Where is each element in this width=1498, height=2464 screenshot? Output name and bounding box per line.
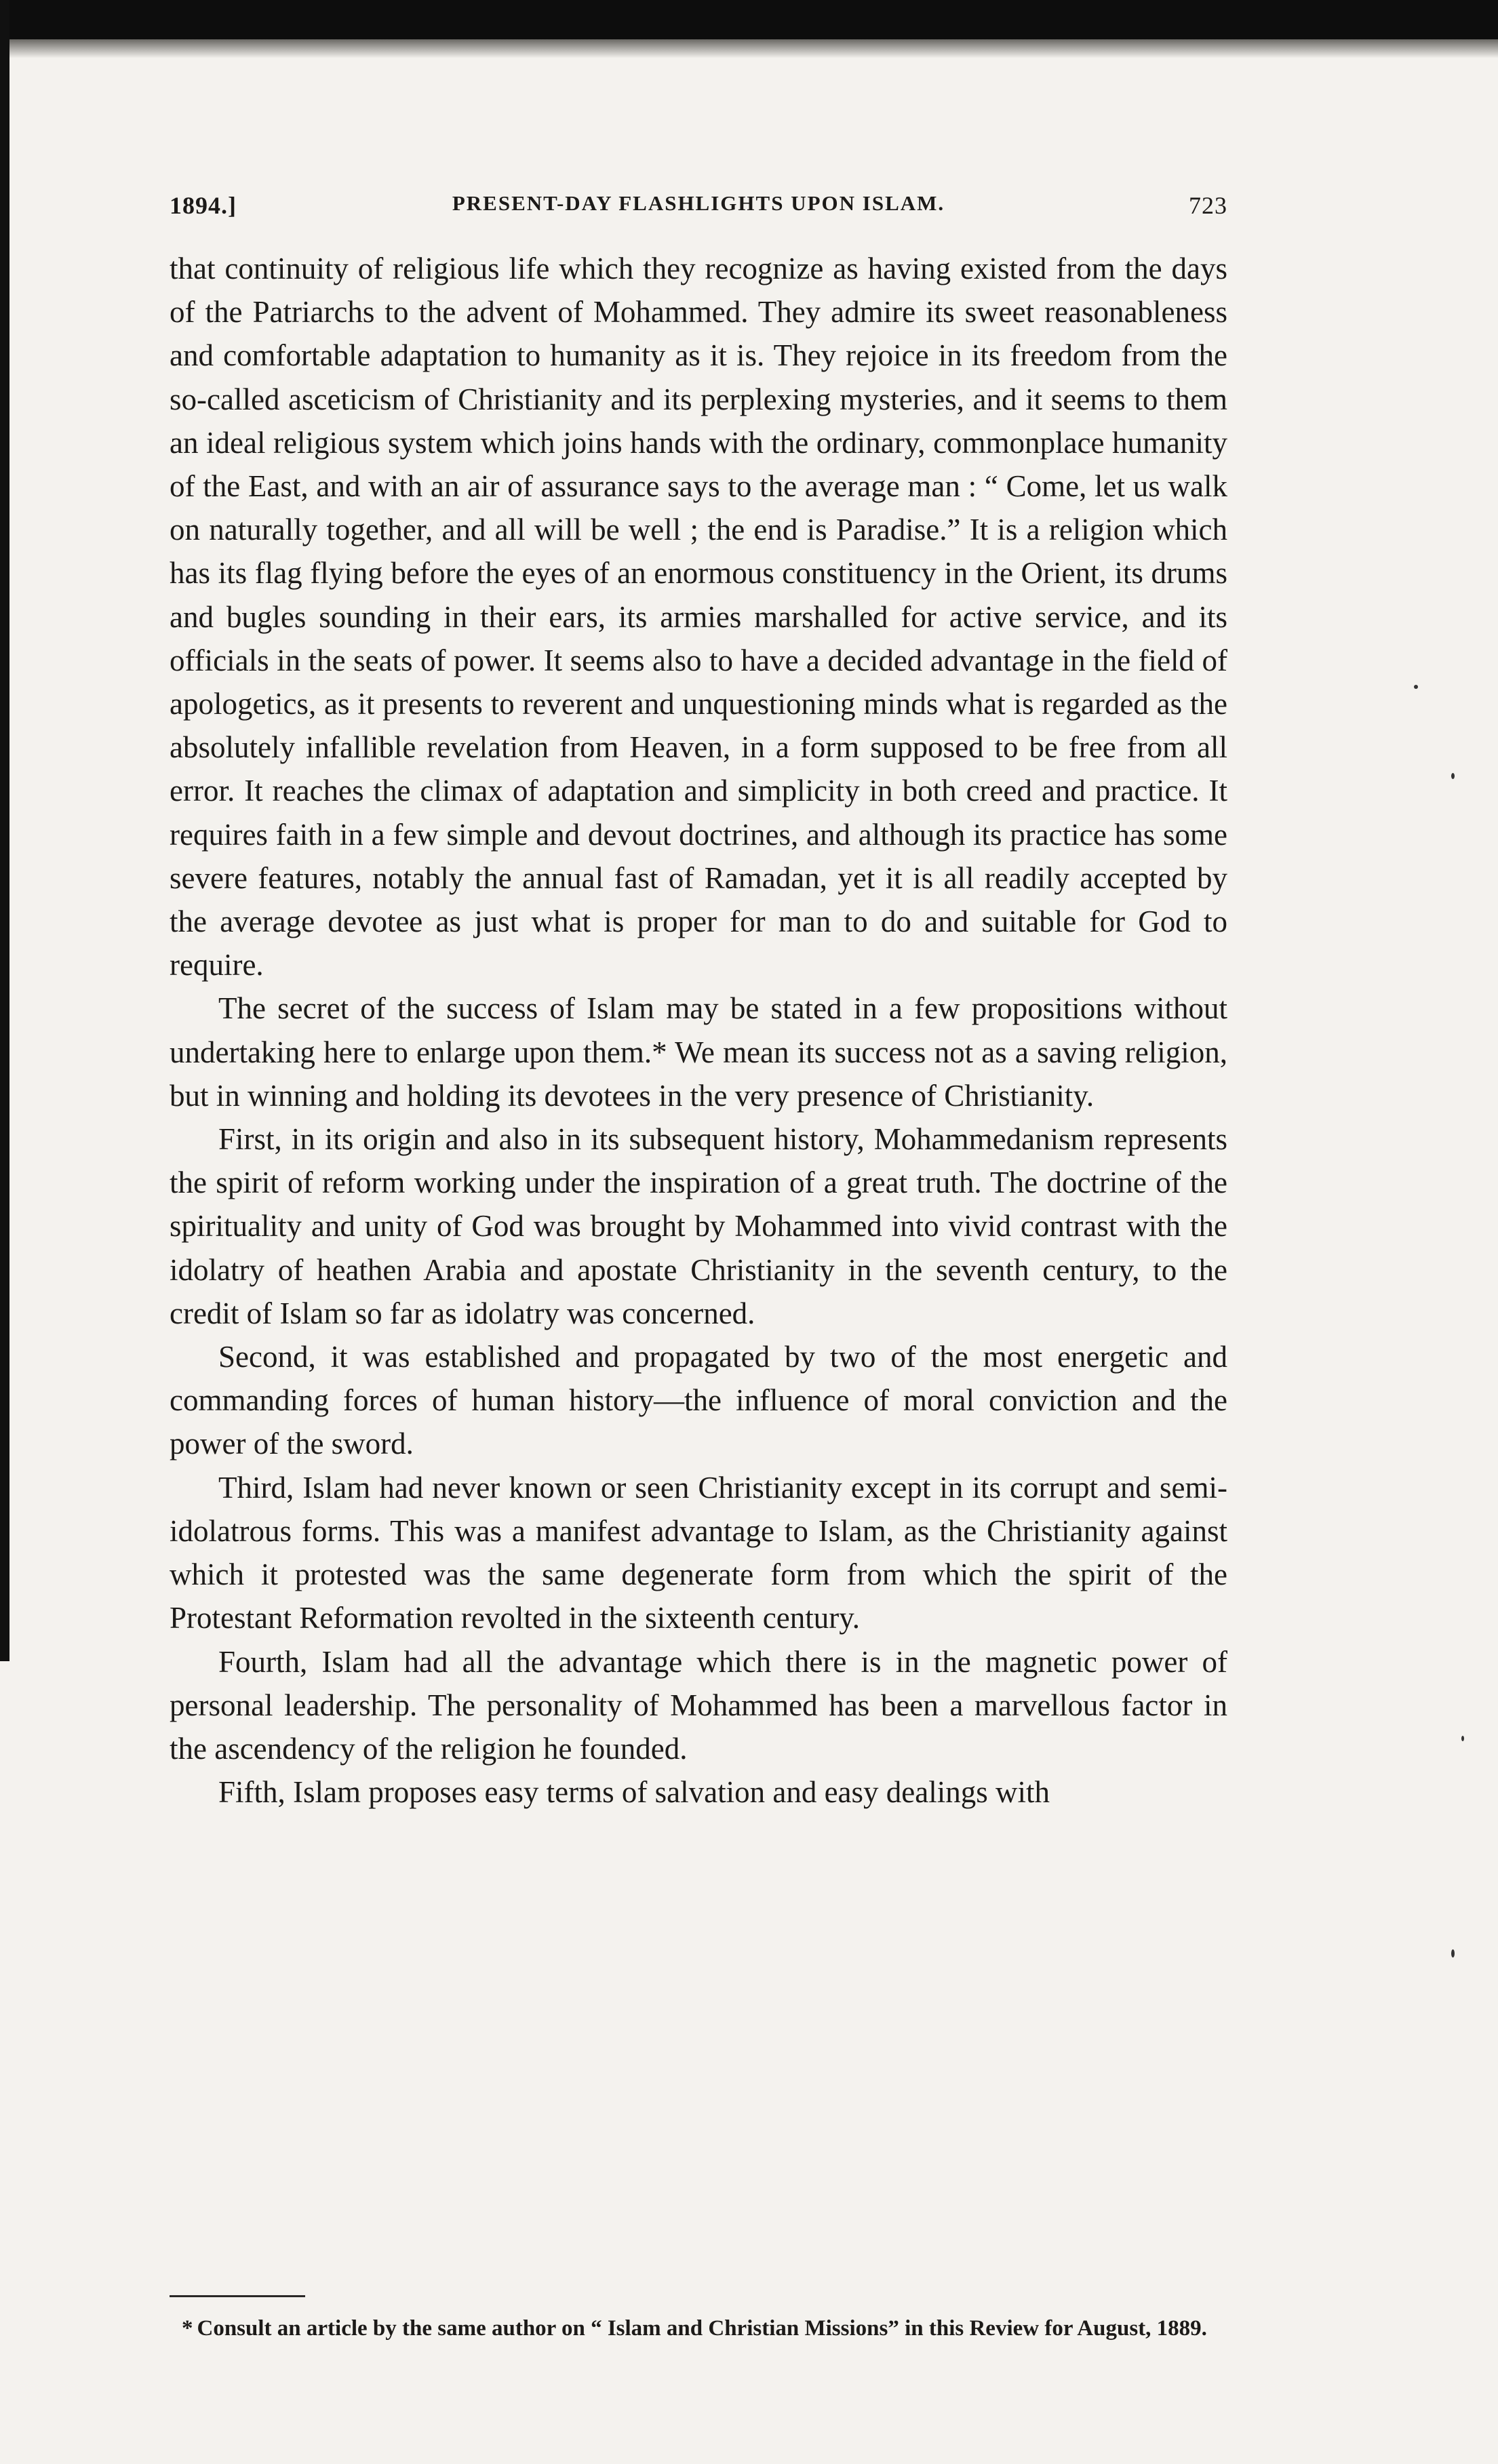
margin-speck xyxy=(1451,1949,1455,1958)
margin-speck xyxy=(1451,773,1455,779)
paragraph-fourth: Fourth, Islam had all the advantage which there is in the magnetic power of personal leadership. The personality of Mohammed has been a marvellous factor in the ascendency of the religion he founded. xyxy=(170,1644,1227,1766)
paragraph-fifth: Fifth, Islam proposes easy terms of salvation and easy dealings with xyxy=(218,1775,1050,1810)
footnote-divider xyxy=(170,2295,305,2297)
header-year: 1894.] xyxy=(170,192,237,219)
scan-left-border xyxy=(0,0,9,1661)
margin-speck xyxy=(1461,1736,1464,1741)
scan-top-border xyxy=(0,0,1498,39)
running-head xyxy=(170,191,1227,232)
header-title: PRESENT-DAY FLASHLIGHTS UPON ISLAM. xyxy=(452,191,945,215)
footnote-marker: * xyxy=(182,2316,193,2341)
paragraph-secret-of-success: The secret of the success of Islam may be stated in a few propositions without undertaking here to enlarge upon them.* We mean its success not as a saving religion, but in winning and holding its devotees in the very presence of Christianity. xyxy=(170,991,1227,1113)
footnote xyxy=(170,2312,1227,2345)
margin-speck xyxy=(1414,685,1418,689)
paragraph-third: Third, Islam had never known or seen Christianity except in its corrupt and semi-idolatrous forms. This was a manifest advantage to Islam, as the Christianity against which it protested was the same degenerate form from which the spirit of the Protestant Reformation revolted in the sixteenth century. xyxy=(170,1470,1227,1635)
paragraph-first: First, in its origin and also in its subsequent history, Mohammedanism represents the spirit of reform working under the inspiration of a great truth. The doctrine of the spirituality and unity of God was brought by Mohammed into vivid contrast with the idolatry of heathen Arabia and apostate Christianity in the seventh century, to the credit of Islam so far as idolatry was concerned. xyxy=(170,1122,1227,1330)
page-content xyxy=(170,191,1227,1814)
footnote-text: Consult an article by the same author on “ Islam and Christian Missions” in this Review for August, 1889. xyxy=(197,2316,1207,2341)
paragraph-continuation: that continuity of religious life which they recognize as having existed from the days of the Patriarchs to the advent of Mohammed. They admire its sweet reasonableness and comfortable adaptation to humanity as it is. They rejoice in its freedom from the so-called asceticism of Christianity and its perplexing mysteries, and it seems to them an ideal religious system which joins hands with the ordinary, commonplace humanity of the East, and with an air of assurance says to the average man : “ Come, let us walk on naturally together, and all will be well ; the end is Paradise.” It is a religion which has its flag flying before the eyes of an enormous constituency in the Orient, its drums and bugles sounding in their ears, its armies marshalled for active service, and its officials in the seats of power. It seems also to have a decided advantage in the field of apologetics, as it presents to reverent and unquestioning minds what is regarded as the absolutely infallible revelation from Heaven, in a form supposed to be free from all error. It reaches the climax of adaptation and simplicity in both creed and practice. It requires faith in a few simple and devout doctrines, and although its practice has some severe features, notably the annual fast of Ramadan, yet it is all readily accepted by the average devotee as just what is proper for man to do and suitable for God to require. xyxy=(170,252,1227,982)
article-body xyxy=(170,247,1227,1814)
scan-top-shadow xyxy=(0,39,1498,58)
paragraph-second: Second, it was established and propagated by two of the most energetic and commanding forces of human history—the influence of moral conviction and the power of the sword. xyxy=(170,1340,1227,1461)
page-number: 723 xyxy=(1189,192,1227,219)
